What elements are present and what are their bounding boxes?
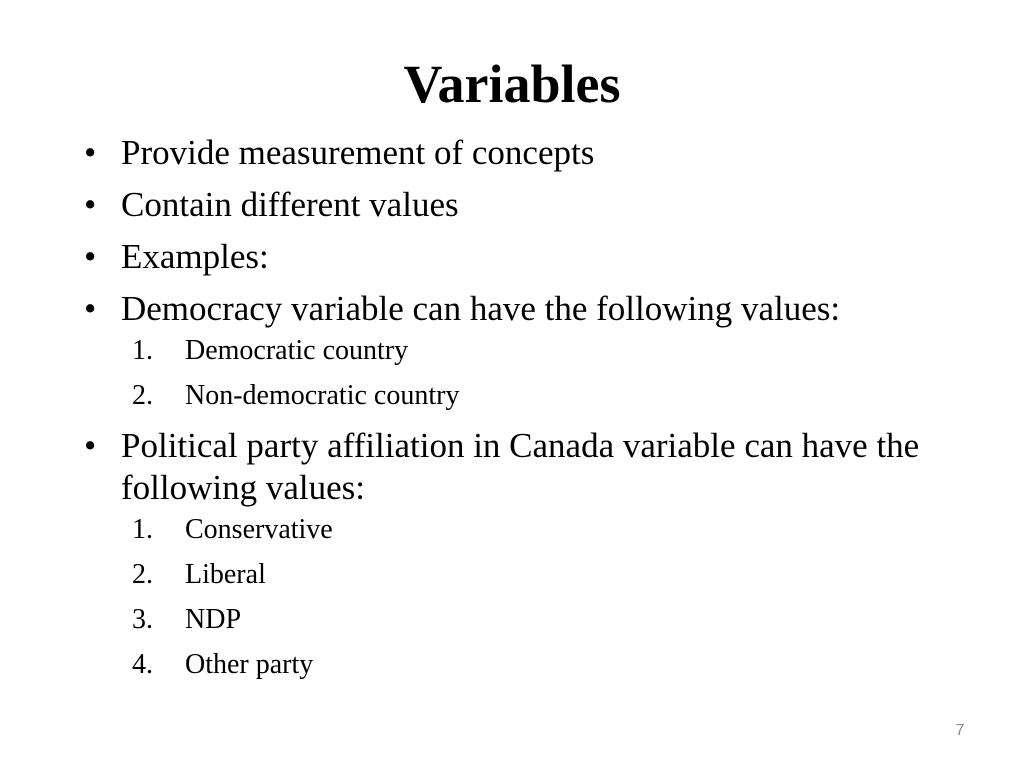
bullet-item bbox=[84, 132, 964, 174]
item-number: 2. bbox=[132, 559, 153, 590]
item-text: Liberal bbox=[185, 559, 266, 590]
item-number: 2. bbox=[132, 380, 153, 411]
bullet-item bbox=[84, 288, 964, 330]
numbered-list bbox=[84, 334, 964, 413]
item-number: 1. bbox=[132, 514, 153, 545]
item-text: Other party bbox=[185, 649, 314, 680]
slide-title: Variables bbox=[403, 54, 621, 114]
bullet-item bbox=[84, 236, 964, 278]
bullet-dot-icon: • bbox=[84, 237, 97, 276]
bullet-text: Contain different values bbox=[121, 185, 459, 224]
numbered-list bbox=[84, 513, 964, 682]
item-text: Non-democratic country bbox=[185, 380, 460, 411]
slide-body bbox=[84, 132, 964, 694]
item-text: NDP bbox=[185, 604, 242, 635]
item-number: 3. bbox=[132, 604, 153, 635]
numbered-item bbox=[84, 334, 964, 368]
bullet-text: Democracy variable can have the following values: bbox=[121, 289, 841, 328]
bullet-item bbox=[84, 425, 964, 509]
bullet-dot-icon: • bbox=[84, 289, 97, 328]
item-number: 4. bbox=[132, 649, 153, 680]
bullet-dot-icon: • bbox=[84, 185, 97, 224]
numbered-item bbox=[84, 603, 964, 637]
numbered-item bbox=[84, 379, 964, 413]
bullet-dot-icon: • bbox=[84, 133, 97, 172]
bullet-dot-icon: • bbox=[84, 426, 97, 465]
bullet-item bbox=[84, 184, 964, 226]
numbered-item bbox=[84, 513, 964, 547]
numbered-item bbox=[84, 558, 964, 592]
numbered-item bbox=[84, 648, 964, 682]
item-number: 1. bbox=[132, 335, 153, 366]
slide-page-number: 7 bbox=[955, 722, 965, 739]
bullet-text: Examples: bbox=[121, 237, 269, 276]
item-text: Conservative bbox=[185, 514, 333, 545]
bullet-text: Provide measurement of concepts bbox=[121, 133, 595, 172]
bullet-text: Political party affiliation in Canada variable can have the following values: bbox=[121, 426, 920, 507]
item-text: Democratic country bbox=[185, 335, 409, 366]
